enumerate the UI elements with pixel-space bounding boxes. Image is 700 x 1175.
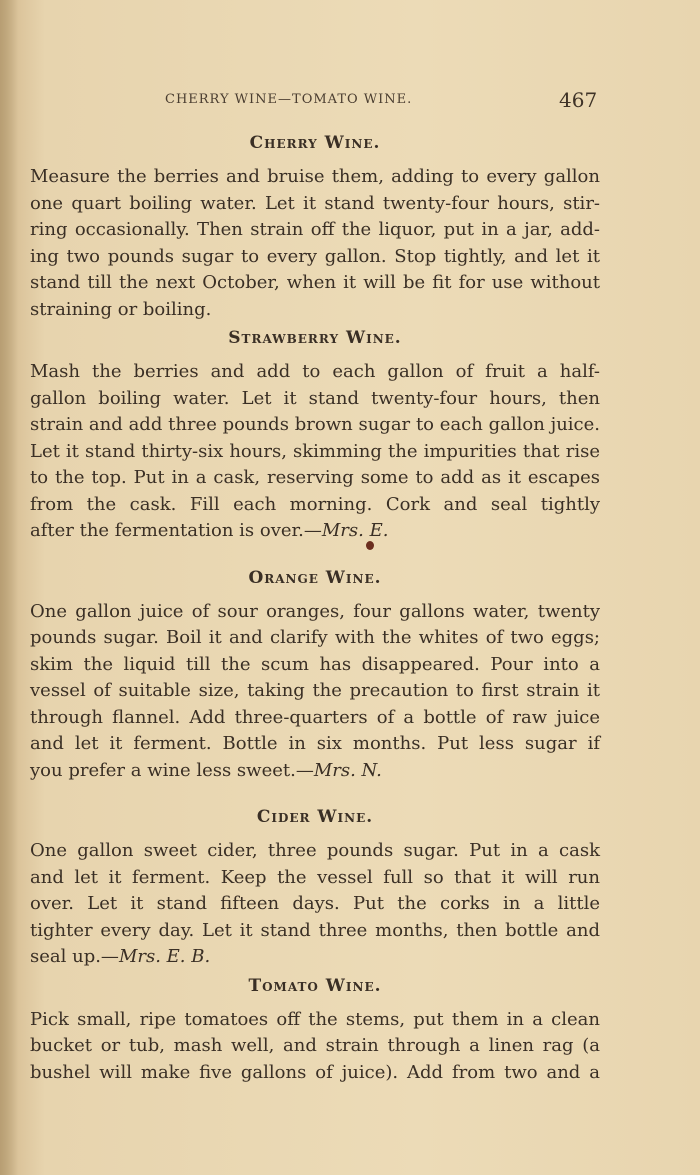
text-line: bucket or tub, mash well, and strain through a linen rag (a [30, 1035, 600, 1056]
text-line: pounds sugar. Boil it and clarify with the whites of two eggs; [30, 627, 600, 648]
text-line-final [30, 944, 600, 971]
recipe-cider-wine [30, 802, 600, 971]
text-line: stand till the next October, when it will be fit for use without [30, 272, 600, 293]
text-line: to the top. Put in a cask, reserving some to add as it escapes [30, 467, 600, 488]
page-number: 467 [559, 88, 598, 112]
recipe-title: Strawberry Wine. [228, 328, 402, 348]
recipe-title: Orange Wine. [248, 567, 382, 588]
text-line: after the fermentation is over.— [30, 520, 322, 541]
text-line: vessel of suitable size, taking the precaution to first strain it [30, 680, 600, 701]
text-line: and let it ferment. Bottle in six months. Put less sugar if [30, 733, 600, 754]
text-line: and let it ferment. Keep the vessel full so that it will run [30, 866, 600, 888]
recipe-title: Cherry Wine. [249, 133, 381, 153]
text-line: from the cask. Fill each morning. Cork and seal tightly [30, 493, 600, 515]
text-line: Pick small, ripe tomatoes off the stems, put them in a clean [30, 1008, 600, 1030]
text-line: over. Let it stand fifteen days. Put the corks in a little [30, 893, 600, 914]
running-head: CHERRY WINE—TOMATO WINE. [165, 92, 413, 107]
text-line-final [30, 758, 600, 785]
text-line: bushel will make five gallons of juice). Add from two and a [30, 1061, 600, 1083]
text-line: through flannel. Add three-quarters of a bottle of raw juice [30, 706, 600, 728]
recipe-orange-wine [30, 563, 600, 785]
text-line-final [30, 518, 600, 545]
page-content [30, 128, 600, 1086]
text-line: seal up.— [30, 946, 119, 967]
recipe-body [30, 838, 600, 971]
section-gap [30, 545, 600, 563]
text-line: One gallon sweet cider, three pounds sugar. Put in a cask [30, 840, 600, 861]
text-line: strain and add three pounds brown sugar to each gallon juice. [30, 414, 600, 435]
text-line: Let it stand thirty-six hours, skimming the impurities that rise [30, 440, 600, 462]
attribution: Mrs. E. B. [118, 946, 211, 967]
text-line: Measure the berries and bruise them, adding to every gallon [30, 166, 600, 187]
recipe-body [30, 599, 600, 785]
text-line: straining or boiling. [30, 298, 212, 320]
text-line: ring occasionally. Then strain off the liquor, put in a jar, add- [30, 219, 600, 240]
recipe-strawberry-wine [30, 323, 600, 545]
section-gap [30, 784, 600, 802]
text-line: tighter every day. Let it stand three months, then bottle and [30, 919, 600, 941]
recipe-tomato-wine [30, 971, 600, 1087]
text-line: gallon boiling water. Let it stand twenty-four hours, then [30, 387, 600, 409]
text-line: One gallon juice of sour oranges, four gallons water, twenty [30, 600, 600, 622]
recipe-title: Cider Wine. [256, 807, 374, 827]
text-line: ing two pounds sugar to every gallon. Stop tightly, and let it [30, 245, 600, 267]
text-line: one quart boiling water. Let it stand twenty-four hours, stir- [30, 192, 600, 214]
recipe-body [30, 1007, 600, 1087]
attribution: Mrs. N. [313, 759, 382, 781]
text-line: skim the liquid till the scum has disappeared. Pour into a [30, 653, 600, 675]
page-spine-shadow [0, 0, 18, 1175]
page-header [0, 88, 700, 114]
recipe-body [30, 164, 600, 323]
text-line: you prefer a wine less sweet.— [30, 759, 314, 781]
recipe-cherry-wine [30, 128, 600, 323]
text-line: Mash the berries and add to each gallon of fruit a half- [30, 361, 600, 382]
recipe-body [30, 359, 600, 545]
attribution: Mrs. E. [321, 520, 389, 541]
recipe-title: Tomato Wine. [248, 975, 382, 996]
